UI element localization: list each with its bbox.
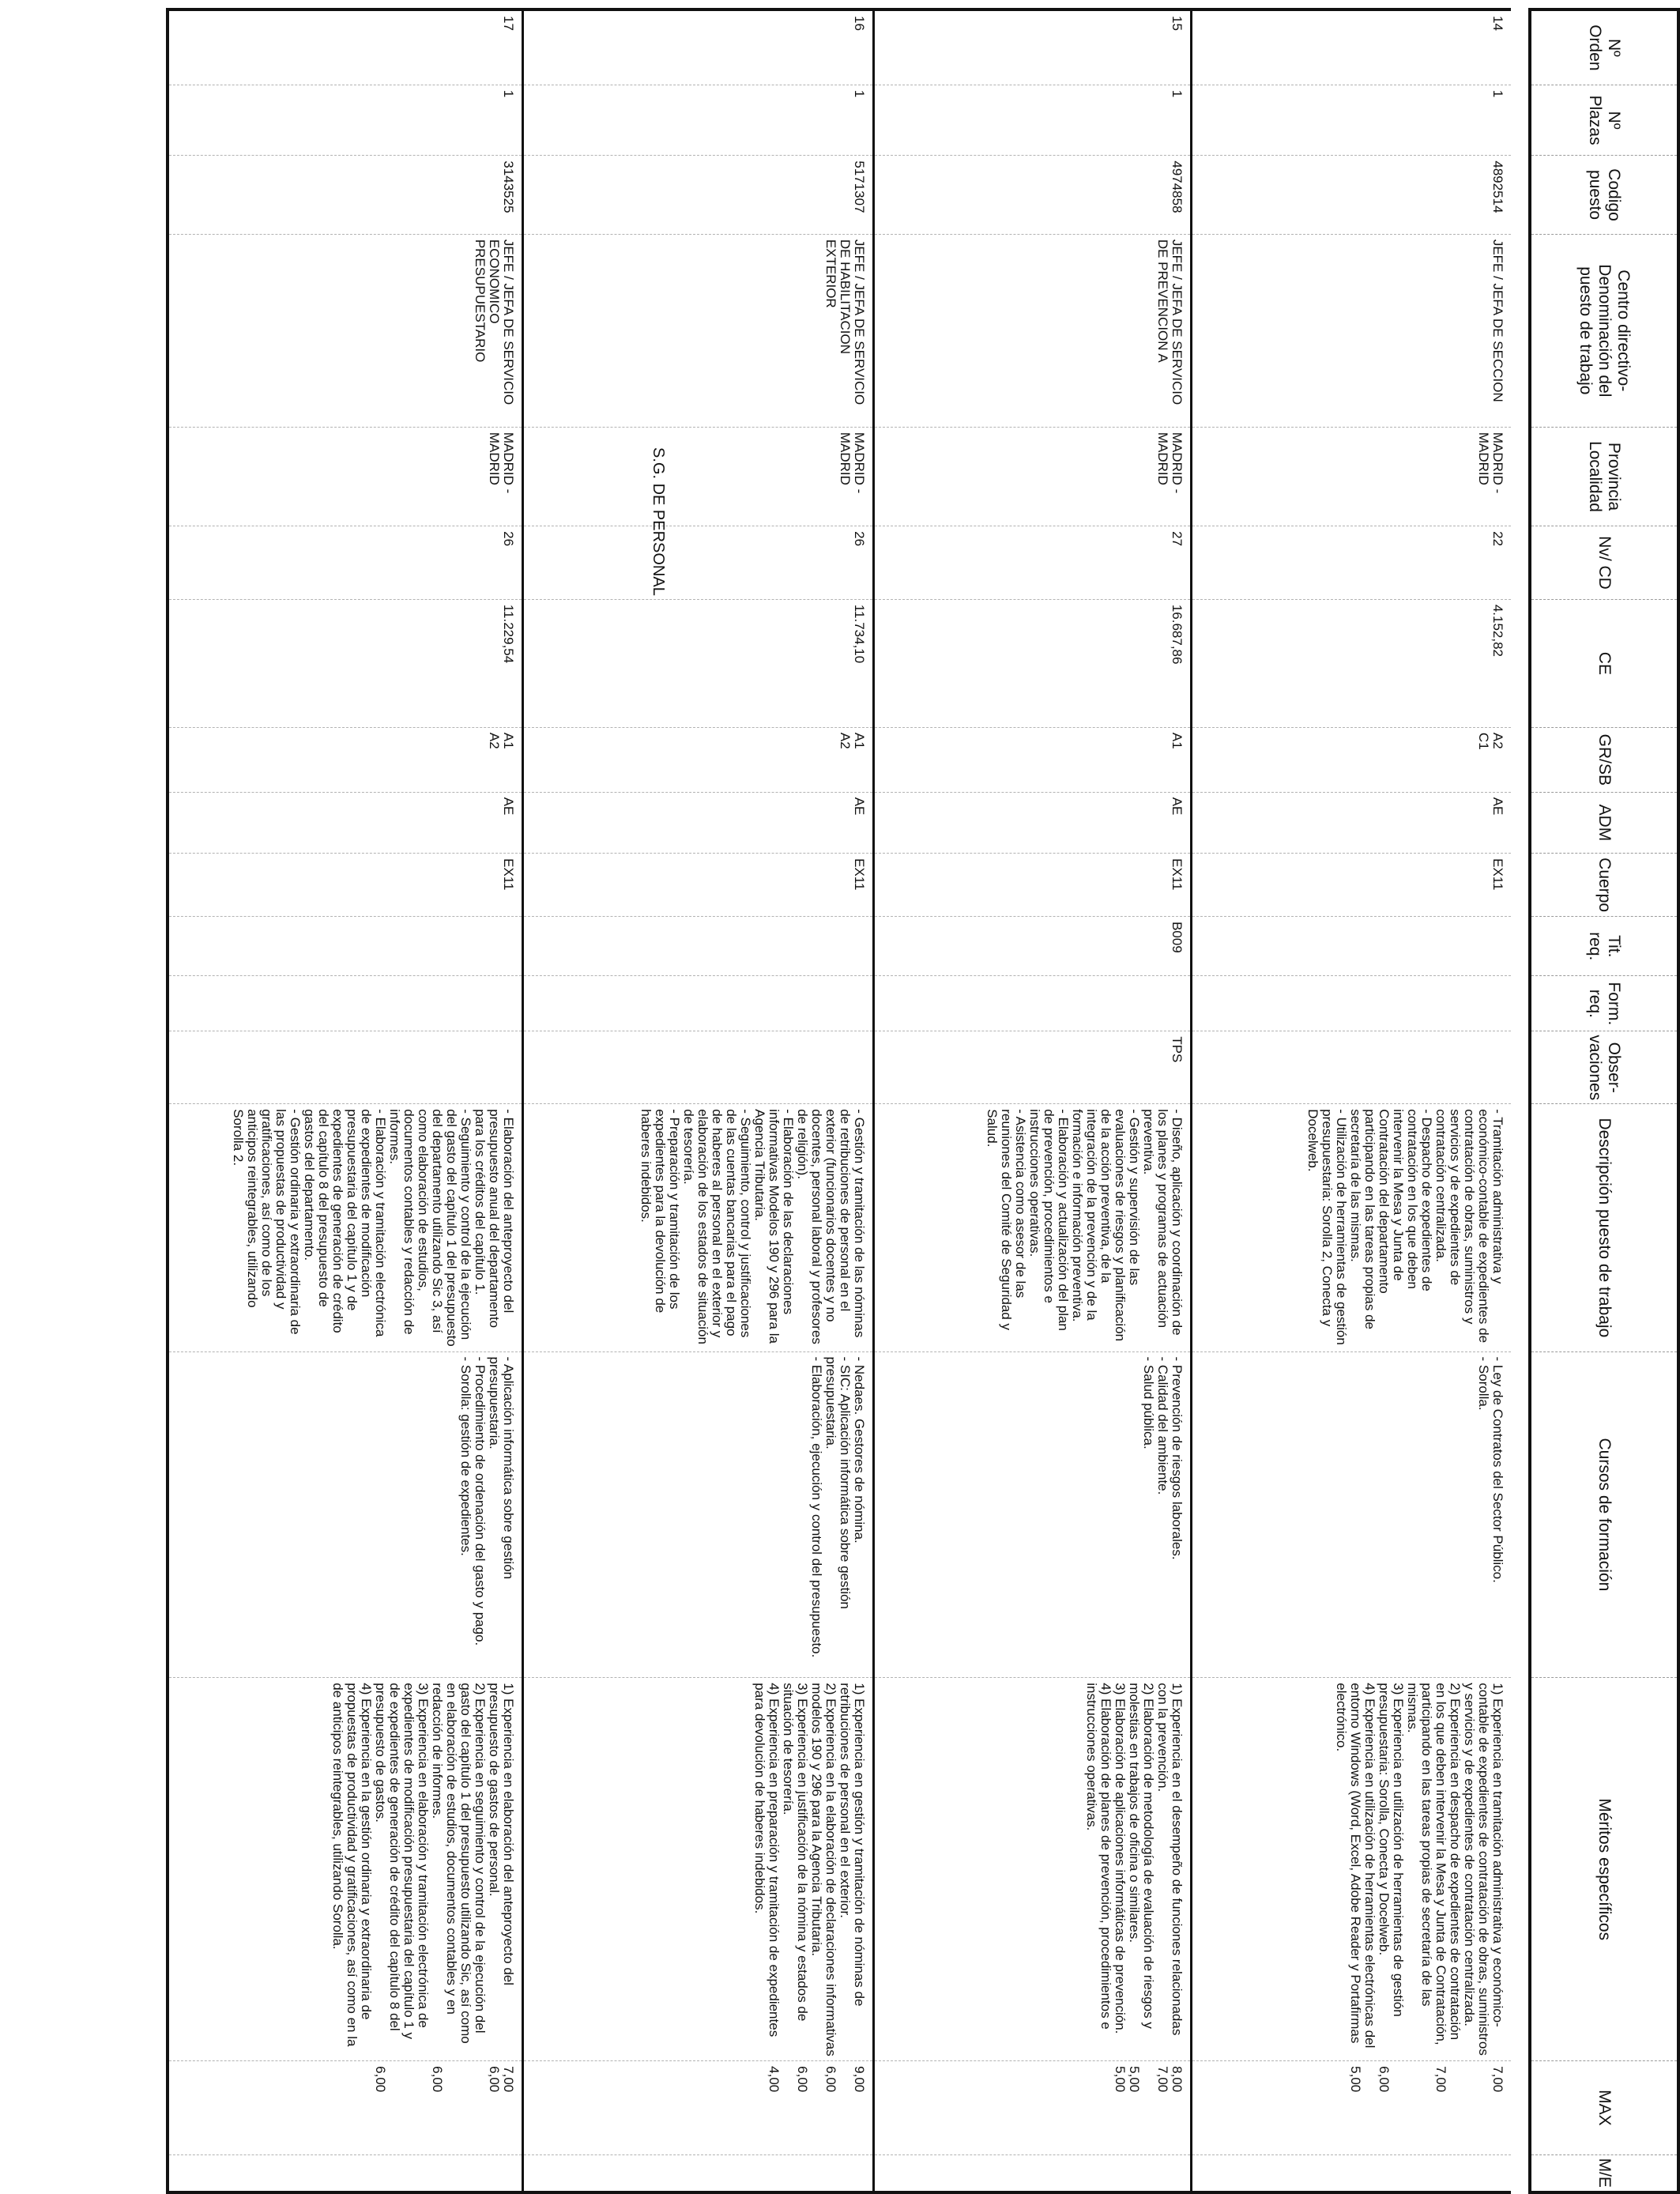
cell-ce: 11.229,54	[168, 599, 523, 727]
cell-ce: 4.152,82	[1192, 599, 1511, 727]
cell-cursos: - Nedaes. Gestores de nómina. - SIC: Aplicación informática sobre gestión presupuestaria. - Elaboración, ejecución y control del presupuesto.	[523, 1351, 874, 1678]
cell-grupo: A2 C1	[1192, 727, 1511, 792]
cell-nivel: 26	[523, 526, 874, 600]
cell-me	[523, 2154, 874, 2192]
cell-me	[874, 2154, 1192, 2192]
header-codigo: Codigo puesto	[1530, 156, 1678, 234]
cell-grupo: A1 A2	[523, 727, 874, 792]
header-max: MAX	[1530, 2061, 1678, 2154]
table-row	[168, 9, 523, 2192]
header-formacion: Form. req.	[1530, 976, 1678, 1031]
cell-meritos: 1) Experiencia en elaboración del anteproyecto del presupuesto de gastos de personal. 2) Experiencia en seguimiento y control de la ejecución del gasto del capítulo 1 del presupuesto utilizando Sic, así como en elaboración de estudios, documentos contables y en redacción de informes. 3) Experiencia en elaboración y tramitación electrónica de expedientes de modificación presupuestaria del capítulo 1 y de expedientes de generación de crédito del capítulo 8 del presupuesto de gastos. 4) Experiencia en la gestión ordinaria y extraordinaria de propuestas de productividad y gratificaciones, así como en la de anticipos reintegrables, utilizando Sorolla.	[168, 1678, 523, 2061]
header-orden: Nº Orden	[1530, 9, 1678, 85]
cell-titulacion: B009	[874, 917, 1192, 976]
cell-orden: 15	[874, 9, 1192, 85]
cell-plazas: 1	[523, 85, 874, 156]
cell-max: 9,00 6,00 6,00 4,00	[523, 2061, 874, 2154]
cell-plazas: 1	[168, 85, 523, 156]
cell-codigo: 4974858	[874, 156, 1192, 234]
cell-ce: 11.734,10	[523, 599, 874, 727]
cell-max: 7,00 7,00 6,00 5,00	[1192, 2061, 1511, 2154]
header-adm: ADM	[1530, 792, 1678, 853]
cell-formacion	[874, 976, 1192, 1031]
cell-plazas: 1	[1192, 85, 1511, 156]
cell-adm: AE	[168, 792, 523, 853]
cell-formacion	[1192, 976, 1511, 1031]
header-row	[1530, 9, 1678, 2192]
cell-meritos: 1) Experiencia en gestión y tramitación de nóminas de retribuciones de personal en el exterior. 2) Experiencia en la elaboración de declaraciones informativas modelos 190 y 296 para la Agencia Tributaria. 3) Experiencia en justificación de la nómina y estados de situación de tesorería. 4) Experiencia en preparación y tramitación de expedientes para devolución de haberes indebidos.	[523, 1678, 874, 2061]
cell-descripcion: - Gestión y tramitación de las nóminas de retribuciones de personal en el exterior (funcionarios docentes y no docentes, personal laboral y profesores de religión). - Elaboración de las declaraciones informativas Modelos 190 y 296 para la Agencia Tributaria. - Seguimiento, control y justificaciones de las cuentas bancarias para el pago de haberes al personal en el exterior y elaboración de los estados de situación de tesorería. - Preparación y tramitación de los expedientes para la devolución de haberes indebidos.	[523, 1104, 874, 1351]
header-ce: CE	[1530, 599, 1678, 727]
cell-observaciones	[1192, 1031, 1511, 1104]
header-titulacion: Tit. req.	[1530, 917, 1678, 976]
cell-titulacion	[168, 917, 523, 976]
cell-provincia: MADRID - MADRID	[1192, 427, 1511, 526]
header-descripcion: Descripción puesto de trabajo	[1530, 1104, 1678, 1351]
cell-cursos: - Prevención de riesgos laborales. - Calidad del ambiente. - Salud pública.	[874, 1351, 1192, 1678]
cell-denominacion: JEFE / JEFA DE SECCION	[1192, 234, 1511, 427]
cell-titulacion	[523, 917, 874, 976]
header-plazas: Nº Plazas	[1530, 85, 1678, 156]
cell-cuerpo: EX11	[168, 854, 523, 917]
cell-meritos: 1) Experiencia en el desempeño de funciones relacionadas con la prevención. 2) Elaboración de metodología de evaluación de riesgos y molestias en trabajos de oficina o similares. 3) Elaboración de aplicaciones informáticas de prevención. 4) Elaboración de planes de prevención, procedimientos e instrucciones operativas.	[874, 1678, 1192, 2061]
header-cuerpo: Cuerpo	[1530, 854, 1678, 917]
header-nivel: Nv/ CD	[1530, 526, 1678, 600]
unit-label: S.G. DE PERSONAL	[650, 447, 667, 596]
cell-max: 8,00 7,00 5,00 5,00	[874, 2061, 1192, 2154]
cell-formacion	[168, 976, 523, 1031]
cell-orden: 14	[1192, 9, 1511, 85]
cell-nivel: 27	[874, 526, 1192, 600]
cell-adm: AE	[523, 792, 874, 853]
cell-provincia: MADRID - MADRID	[874, 427, 1192, 526]
cell-me	[168, 2154, 523, 2192]
cell-orden: 17	[168, 9, 523, 85]
cell-titulacion	[1192, 917, 1511, 976]
cell-denominacion: JEFE / JEFA DE SERVICIO DE PREVENCION A	[874, 234, 1192, 427]
cell-nivel: 26	[168, 526, 523, 600]
cell-codigo: 3143525	[168, 156, 523, 234]
cell-grupo: A1	[874, 727, 1192, 792]
header-meritos: Méritos específicos	[1530, 1678, 1678, 2061]
table-body	[168, 9, 1511, 2192]
cell-cuerpo: EX11	[1192, 854, 1511, 917]
cell-cuerpo: EX11	[874, 854, 1192, 917]
cell-adm: AE	[874, 792, 1192, 853]
cell-codigo: 4892514	[1192, 156, 1511, 234]
table-row	[1192, 9, 1511, 2192]
cell-observaciones	[168, 1031, 523, 1104]
header-provincia: Provincia Localidad	[1530, 427, 1678, 526]
cell-ce: 16.687,86	[874, 599, 1192, 727]
header-me: M/E	[1530, 2154, 1678, 2192]
header-observaciones: Obser- vaciones	[1530, 1031, 1678, 1104]
header-cursos: Cursos de formación	[1530, 1351, 1678, 1678]
header-grupo: GR/SB	[1530, 727, 1678, 792]
cell-cursos: - Ley de Contratos del Sector Público. - Sorolla.	[1192, 1351, 1511, 1678]
cell-observaciones	[523, 1031, 874, 1104]
cell-cuerpo: EX11	[523, 854, 874, 917]
cell-codigo: 5171307	[523, 156, 874, 234]
cell-cursos: - Aplicación informática sobre gestión presupuestaria. - Procedimiento de ordenación del gasto y pago. - Sorolla: gestión de expedientes.	[168, 1351, 523, 1678]
cell-meritos: 1) Experiencia en tramitación administrativa y económico-contable de expedientes de contratación de obras, suministros y servicios y de expedientes de contratación centralizada. 2) Experiencia en despacho de expedientes de contratación en los que deben intervenir la Mesa y Junta de Contratación, participando en las tareas propias de secretaría de las mismas. 3) Experiencia en utilización de herramientas de gestión presupuestaria: Sorolla, Conecta y Docelweb. 4) Experiencia en utilización de herramientas electrónicas del entorno Windows (Word, Excel, Adobe Reader y Portafirmas electrónico.	[1192, 1678, 1511, 2061]
cell-me	[1192, 2154, 1511, 2192]
cell-descripcion: - Elaboración del anteproyecto del presupuesto anual del departamento para los créditos del capítulo 1. - Seguimiento y control de la ejecución del gasto del capítulo 1 del presupuesto del departamento utilizando Sic 3, así como elaboración de estudios, documentos contables y redacción de informes. - Elaboración y tramitación electrónica de expedientes de modificación presupuestaria del capítulo 1 y de expedientes de generación de crédito del capítulo 8 del presupuesto de gastos del departamento. - Gestión ordinaria y extraordinaria de las propuestas de productividad y gratificaciones, así como de los anticipos reintegrables, utilizando Sorolla 2.	[168, 1104, 523, 1351]
cell-descripcion: - Tramitación administrativa y económico-contable de expedientes de contratación de obras, suministros y servicios y de expedientes de contratación centralizada. - Despacho de expedientes de contratación en los que deben intervenir la Mesa y Junta de Contratación del departamento participando en las tareas propias de secretaría de las mismas. - Utilización de herramientas de gestión presupuestaria: Sorolla 2, Conecta y Docelweb.	[1192, 1104, 1511, 1351]
cell-denominacion: JEFE / JEFA DE SERVICIO ECONOMICO PRESUPUESTARIO	[168, 234, 523, 427]
cell-nivel: 22	[1192, 526, 1511, 600]
cell-plazas: 1	[874, 85, 1192, 156]
cell-provincia: MADRID - MADRID	[168, 427, 523, 526]
blank-row	[1511, 9, 1530, 2192]
table-row	[874, 9, 1192, 2192]
cell-adm: AE	[1192, 792, 1511, 853]
cell-formacion	[523, 976, 874, 1031]
cell-descripcion: - Diseño, aplicación y coordinación de los planes y programas de actuación preventiva. - Gestión y supervisión de las evaluaciones de riesgos y planificación de la acción preventiva, de la integración de la prevención y de la formación e información preventiva. - Elaboración y actualización del plan de prevención, procedimientos e instrucciones operativas. - Asistencia como asesor de las reuniones del Comité de Seguridad y Salud.	[874, 1104, 1192, 1351]
cell-provincia: MADRID - MADRID	[523, 427, 874, 526]
positions-table	[166, 8, 1680, 2194]
table-row	[523, 9, 874, 2192]
cell-grupo: A1 A2	[168, 727, 523, 792]
cell-observaciones: TPS	[874, 1031, 1192, 1104]
header-denominacion: Centro directivo- Denominación del puesto de trabajo	[1530, 234, 1678, 427]
cell-denominacion: JEFE / JEFA DE SERVICIO DE HABILITACION EXTERIOR	[523, 234, 874, 427]
cell-max: 7,00 6,00 6,00 6,00	[168, 2061, 523, 2154]
cell-orden: 16	[523, 9, 874, 85]
